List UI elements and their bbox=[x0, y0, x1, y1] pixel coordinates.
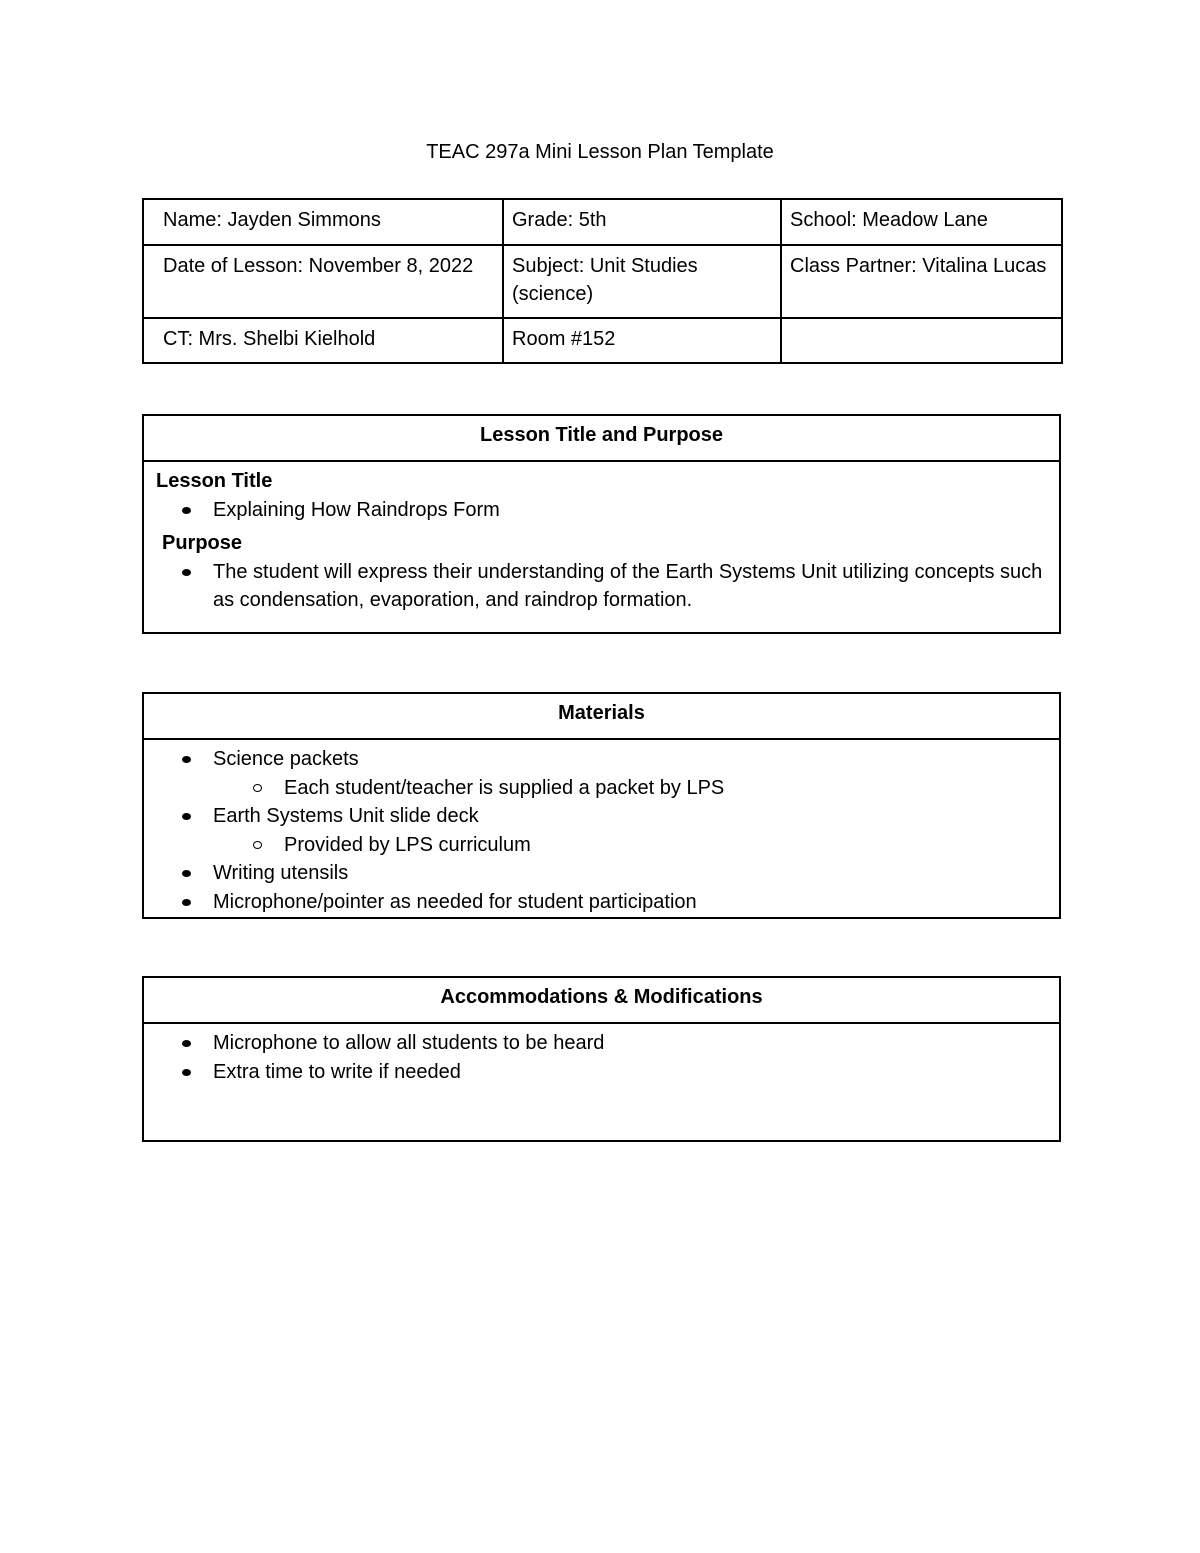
bullet-icon bbox=[182, 507, 191, 514]
document-title: TEAC 297a Mini Lesson Plan Template bbox=[426, 141, 774, 163]
subject-cell: Subject: Unit Studies (science) bbox=[503, 245, 781, 318]
section-header: Lesson Title and Purpose bbox=[144, 416, 1059, 462]
section-body bbox=[144, 1024, 1059, 1086]
hollow-bullet-icon bbox=[253, 784, 262, 792]
list-item: Extra time to write if needed bbox=[144, 1058, 1059, 1087]
school-cell: School: Meadow Lane bbox=[781, 199, 1062, 245]
section-header: Materials bbox=[144, 694, 1059, 740]
lesson-title-label: Lesson Title bbox=[156, 470, 273, 492]
materials-section bbox=[142, 692, 1061, 919]
accommodations-section bbox=[142, 976, 1061, 1142]
purpose-list bbox=[144, 558, 1059, 615]
list-item: Microphone/pointer as needed for student participation bbox=[144, 888, 1059, 917]
name-cell: Name: Jayden Simmons bbox=[143, 199, 503, 245]
list-item: Earth Systems Unit slide deck bbox=[144, 802, 1059, 831]
materials-list bbox=[144, 859, 1059, 916]
list-item: Writing utensils bbox=[144, 859, 1059, 888]
bullet-icon bbox=[182, 1069, 191, 1076]
materials-sublist bbox=[144, 774, 1059, 803]
section-body bbox=[144, 740, 1059, 916]
bullet-icon bbox=[182, 899, 191, 906]
materials-list bbox=[144, 802, 1059, 831]
table-row bbox=[143, 318, 1062, 363]
list-item: Provided by LPS curriculum bbox=[144, 831, 1059, 860]
list-item: The student will express their understanding of the Earth Systems Unit utilizing concepts such as condensation, evaporation, and raindrop formation. bbox=[144, 558, 1059, 615]
lesson-title-list bbox=[144, 496, 1059, 525]
ct-cell: CT: Mrs. Shelbi Kielhold bbox=[143, 318, 503, 363]
lesson-title-purpose-section bbox=[142, 414, 1061, 634]
room-cell: Room #152 bbox=[503, 318, 781, 363]
purpose-label: Purpose bbox=[162, 531, 243, 554]
section-header: Accommodations & Modifications bbox=[144, 978, 1059, 1024]
bullet-icon bbox=[182, 756, 191, 763]
accommodations-list bbox=[144, 1029, 1059, 1086]
table-row bbox=[143, 199, 1062, 245]
list-item: Explaining How Raindrops Form bbox=[144, 496, 1059, 525]
materials-sublist bbox=[144, 831, 1059, 860]
section-body bbox=[144, 462, 1059, 615]
lesson-info-table bbox=[142, 198, 1063, 364]
class-partner-cell: Class Partner: Vitalina Lucas bbox=[781, 245, 1062, 318]
materials-list bbox=[144, 745, 1059, 774]
date-cell: Date of Lesson: November 8, 2022 bbox=[143, 245, 503, 318]
list-item: Microphone to allow all students to be heard bbox=[144, 1029, 1059, 1058]
bullet-icon bbox=[182, 1040, 191, 1047]
list-item: Science packets bbox=[144, 745, 1059, 774]
list-item: Each student/teacher is supplied a packet by LPS bbox=[144, 774, 1059, 803]
hollow-bullet-icon bbox=[253, 841, 262, 849]
bullet-icon bbox=[182, 870, 191, 877]
grade-cell: Grade: 5th bbox=[503, 199, 781, 245]
bullet-icon bbox=[182, 813, 191, 820]
bullet-icon bbox=[182, 569, 191, 576]
table-row bbox=[143, 245, 1062, 318]
empty-cell bbox=[781, 318, 1062, 363]
